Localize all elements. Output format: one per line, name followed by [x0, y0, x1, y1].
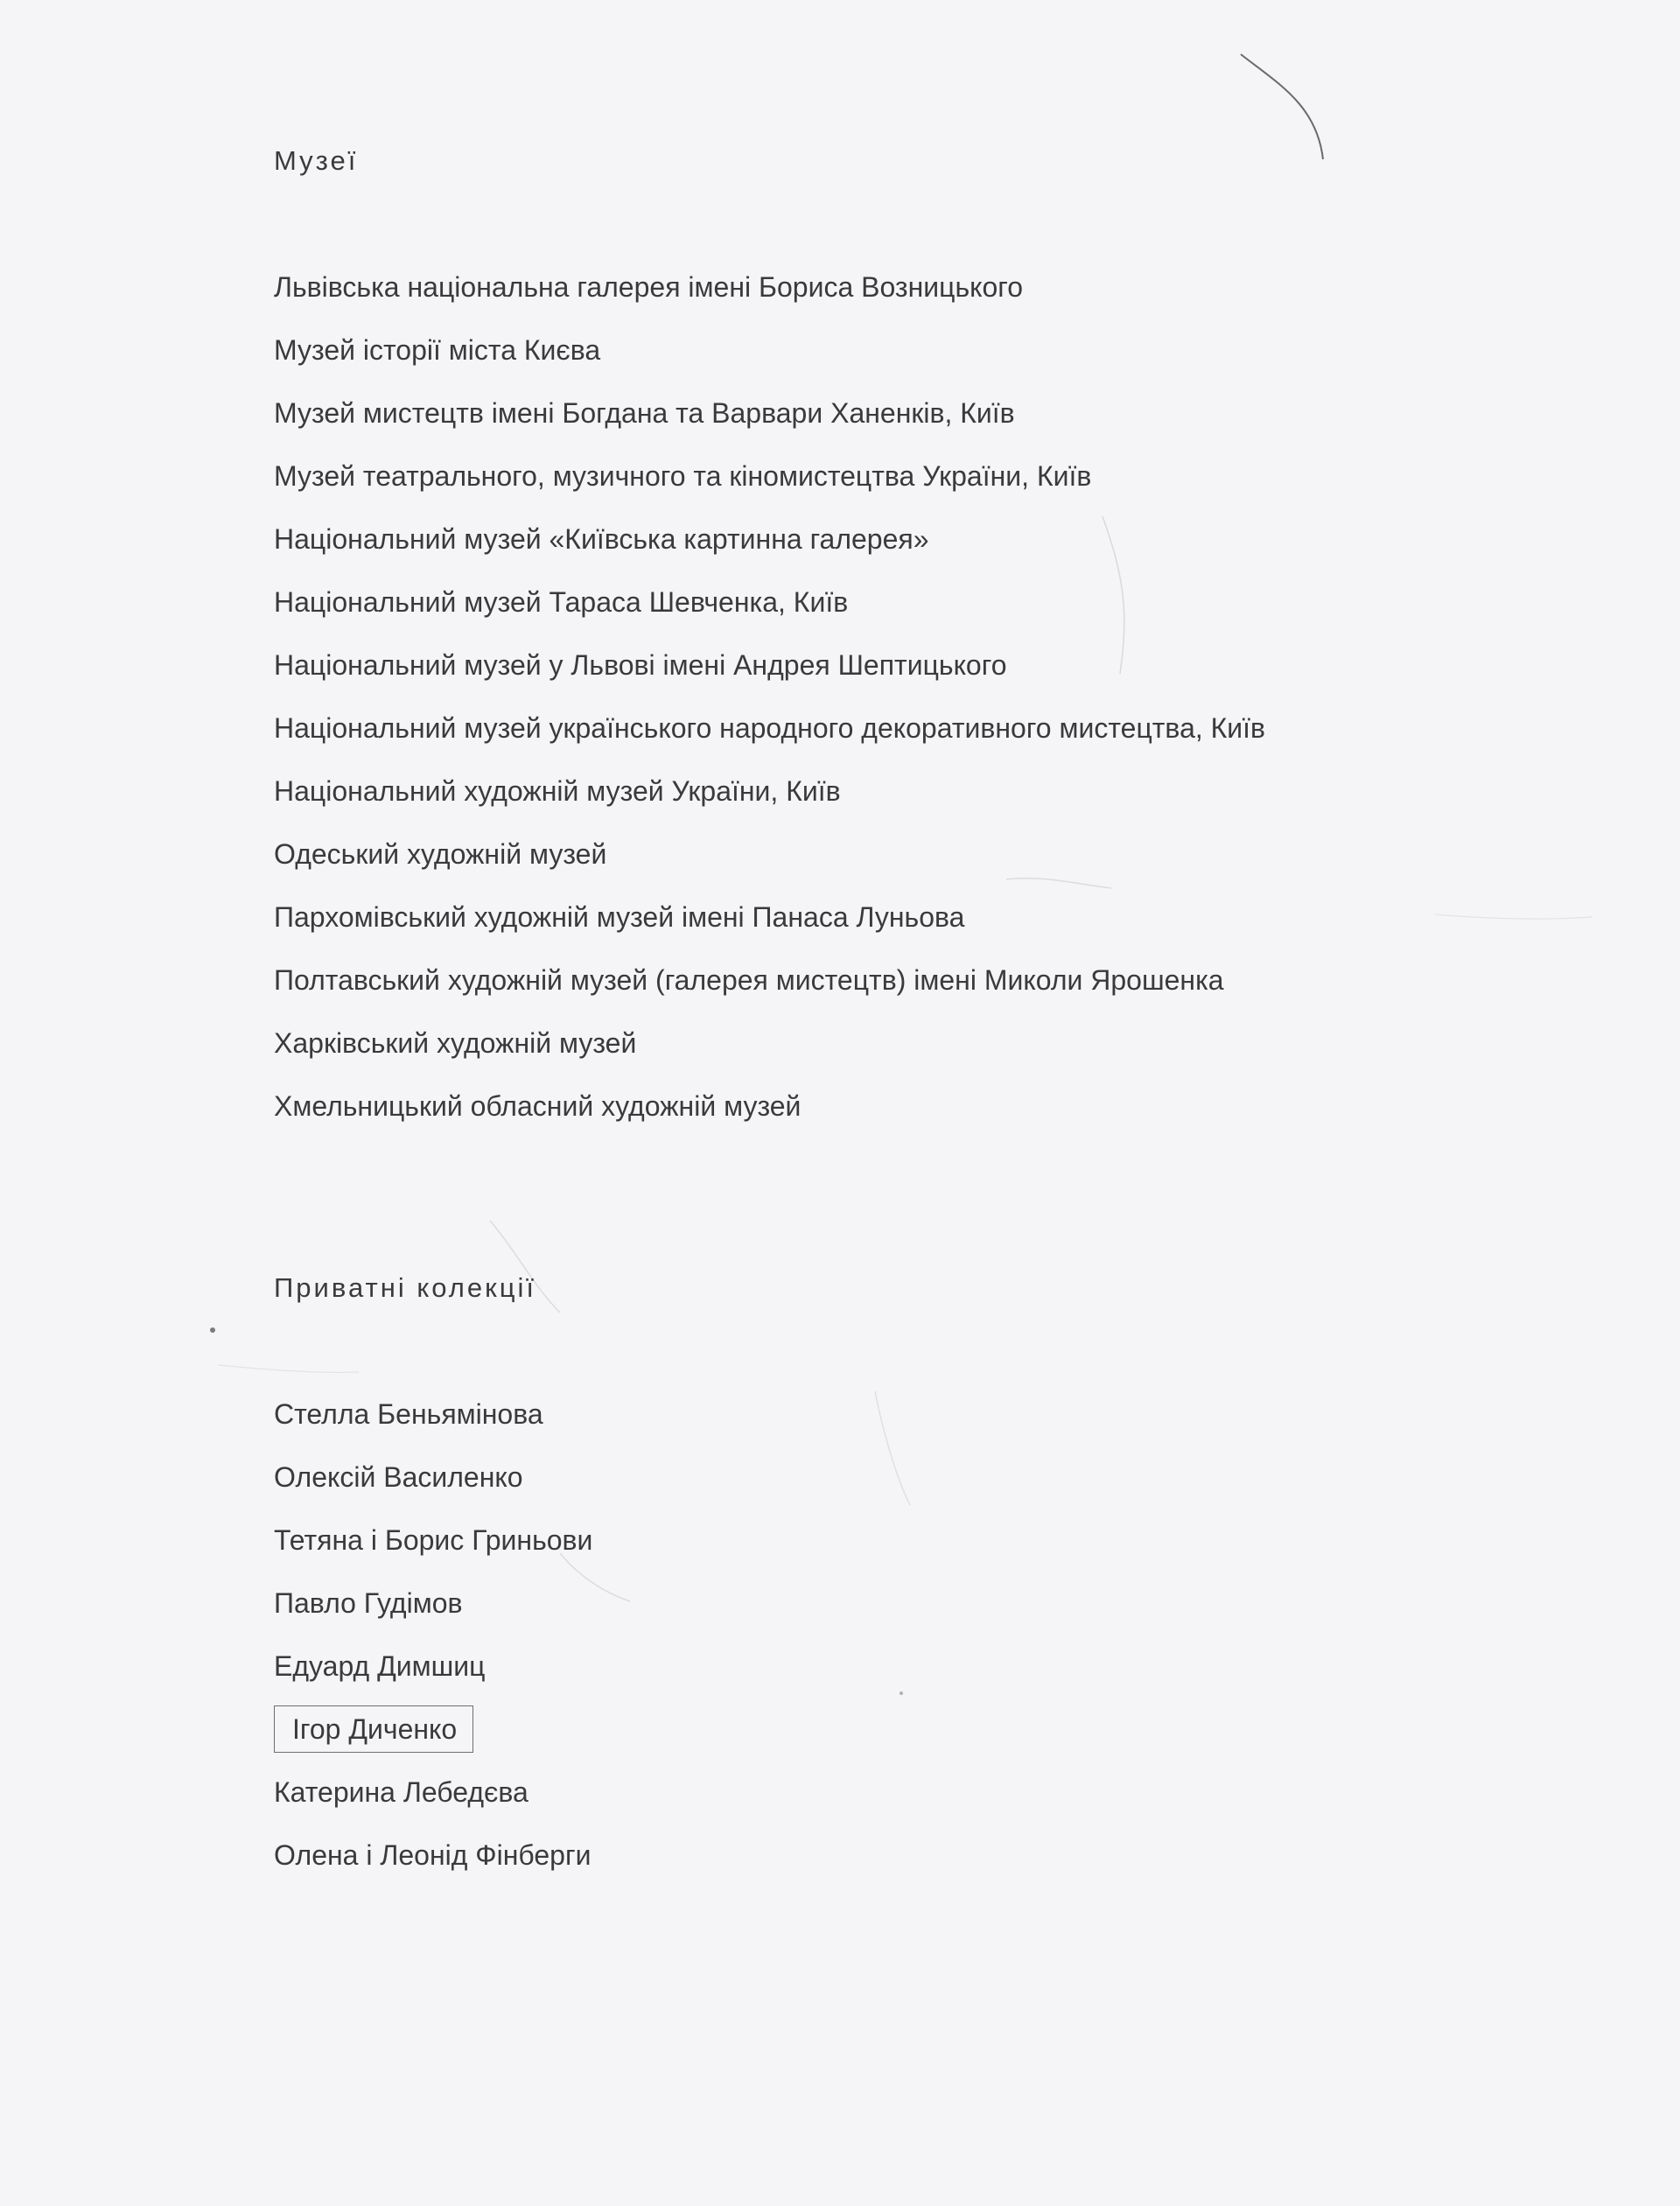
list-item [274, 1519, 1499, 1582]
list-item [274, 707, 1499, 770]
museum-name: Національний художній музей України, Київ [274, 775, 841, 807]
private-collections-list [274, 1393, 1499, 1897]
museum-name: Полтавський художній музей (галерея мистецтв) імені Миколи Ярошенка [274, 964, 1224, 996]
museum-name: Харківський художній музей [274, 1027, 637, 1059]
list-item [274, 1771, 1499, 1834]
section-title-museums: Музеї [274, 145, 359, 176]
list-item-highlighted [274, 1708, 1499, 1771]
collector-name: Стелла Беньямінова [274, 1398, 543, 1430]
museum-name: Національний музей «Київська картинна галерея» [274, 523, 929, 555]
collector-name-boxed: Ігор Диченко [274, 1705, 473, 1753]
list-item [274, 266, 1499, 329]
museum-name: Пархомівський художній музей імені Панаса Луньова [274, 901, 965, 933]
list-item [274, 455, 1499, 518]
museum-name: Музей мистецтв імені Богдана та Варвари Ханенків, Київ [274, 397, 1015, 429]
museum-name: Хмельницький обласний художній музей [274, 1090, 802, 1122]
list-item [274, 1085, 1499, 1148]
collector-name: Олена і Леонід Фінберги [274, 1839, 592, 1871]
museum-name: Музей театрального, музичного та кіномистецтва України, Київ [274, 460, 1092, 492]
list-item [274, 959, 1499, 1022]
museum-name: Національний музей українського народного декоративного мистецтва, Київ [274, 712, 1266, 744]
list-item [274, 1582, 1499, 1645]
list-item [274, 644, 1499, 707]
list-item [274, 329, 1499, 392]
list-item [274, 1645, 1499, 1708]
list-item [274, 1393, 1499, 1456]
museum-name: Національний музей у Львові імені Андрея Шептицького [274, 649, 1007, 681]
museum-name: Національний музей Тараса Шевченка, Київ [274, 586, 849, 618]
list-item [274, 1456, 1499, 1519]
list-item [274, 833, 1499, 896]
museum-name: Музей історії міста Києва [274, 334, 601, 366]
museum-name: Львівська національна галерея імені Бориса Возницького [274, 271, 1024, 303]
collector-name: Катерина Лебедєва [274, 1776, 528, 1808]
list-item [274, 770, 1499, 833]
collector-name: Едуард Димшиц [274, 1650, 486, 1682]
section-title-private-collections: Приватні колекції [274, 1272, 536, 1303]
museum-name: Одеський художній музей [274, 838, 607, 870]
list-item [274, 392, 1499, 455]
list-item [274, 896, 1499, 959]
collector-name: Павло Гудімов [274, 1587, 463, 1619]
collector-name: Тетяна і Борис Гриньови [274, 1524, 593, 1556]
museum-list [274, 266, 1499, 1148]
content-column [274, 140, 1499, 1897]
list-item [274, 518, 1499, 581]
list-item [274, 1834, 1499, 1897]
list-item [274, 581, 1499, 644]
collector-name: Олексій Василенко [274, 1461, 523, 1493]
list-item [274, 1022, 1499, 1085]
